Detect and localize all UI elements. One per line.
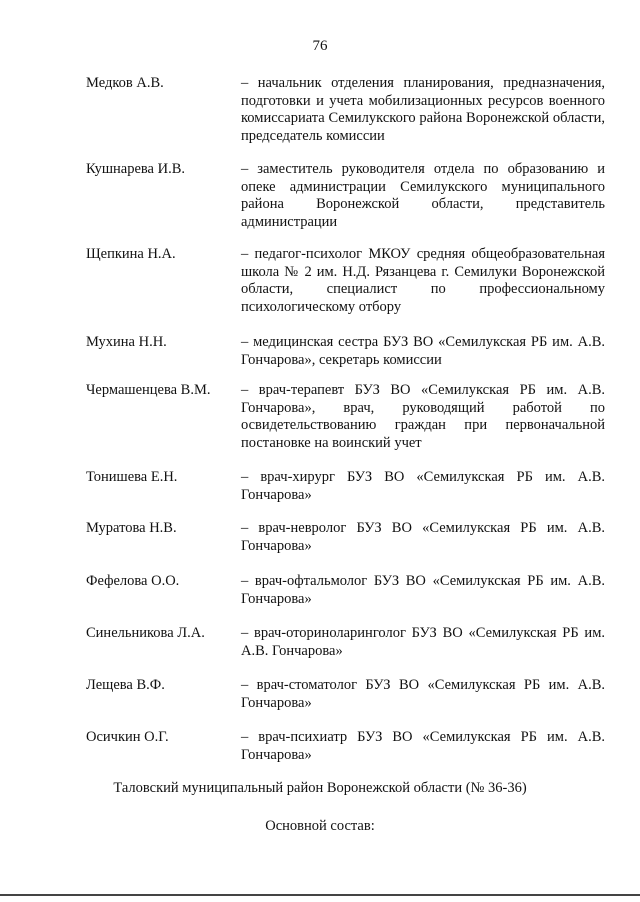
member-name: Медков А.В. (86, 75, 164, 91)
member-name: Лещева В.Ф. (86, 677, 165, 693)
district-heading: Таловский муниципальный район Воронежской области (№ 36-36) (113, 780, 527, 796)
member-role: – заместитель руководителя отдела по образованию и опеке администрации Семилукского муниципального района Воронежской области, представитель администрации (241, 161, 605, 230)
member-role: – медицинская сестра БУЗ ВО «Семилукская РБ им. А.В. Гончарова», секретарь комиссии (241, 334, 605, 368)
page-bottom-edge (0, 894, 640, 896)
member-role: – врач-хирург БУЗ ВО «Семилукская РБ им. А.В. Гончарова» (241, 469, 605, 503)
member-role: – врач-оториноларинголог БУЗ ВО «Семилукская РБ им. А.В. Гончарова» (241, 625, 605, 659)
member-name: Осичкин О.Г. (86, 729, 169, 745)
member-name: Мухина Н.Н. (86, 334, 167, 350)
member-role: – врач-психиатр БУЗ ВО «Семилукская РБ им. А.В. Гончарова» (241, 729, 605, 763)
member-name: Тонишева Е.Н. (86, 469, 178, 485)
member-name: Кушнарева И.В. (86, 161, 185, 177)
member-role: – начальник отделения планирования, предназначения, подготовки и учета мобилизационных ресурсов военного комиссариата Семилукского района Воронежской области, председатель комиссии (241, 75, 605, 144)
member-role: – врач-стоматолог БУЗ ВО «Семилукская РБ им. А.В. Гончарова» (241, 677, 605, 711)
member-name: Муратова Н.В. (86, 520, 177, 536)
page-number: 76 (312, 38, 328, 54)
member-role: – врач-терапевт БУЗ ВО «Семилукская РБ им. А.В. Гончарова», врач, руководящий работой по освидетельствованию граждан при первоначальной постановке на воинский учет (241, 382, 605, 451)
member-name: Синельникова Л.А. (86, 625, 205, 641)
member-name: Фефелова О.О. (86, 573, 180, 589)
member-name: Чермашенцева В.М. (86, 382, 211, 398)
section-heading: Основной состав: (265, 818, 375, 834)
member-role: – врач-невролог БУЗ ВО «Семилукская РБ им. А.В. Гончарова» (241, 520, 605, 554)
member-name: Щепкина Н.А. (86, 246, 176, 262)
member-role: – педагог-психолог МКОУ средняя общеобразовательная школа № 2 им. Н.Д. Рязанцева г. Семилуки Воронежской области, специалист по профессиональному психологическому отбору (241, 246, 605, 315)
member-role: – врач-офтальмолог БУЗ ВО «Семилукская РБ им. А.В. Гончарова» (241, 573, 605, 607)
